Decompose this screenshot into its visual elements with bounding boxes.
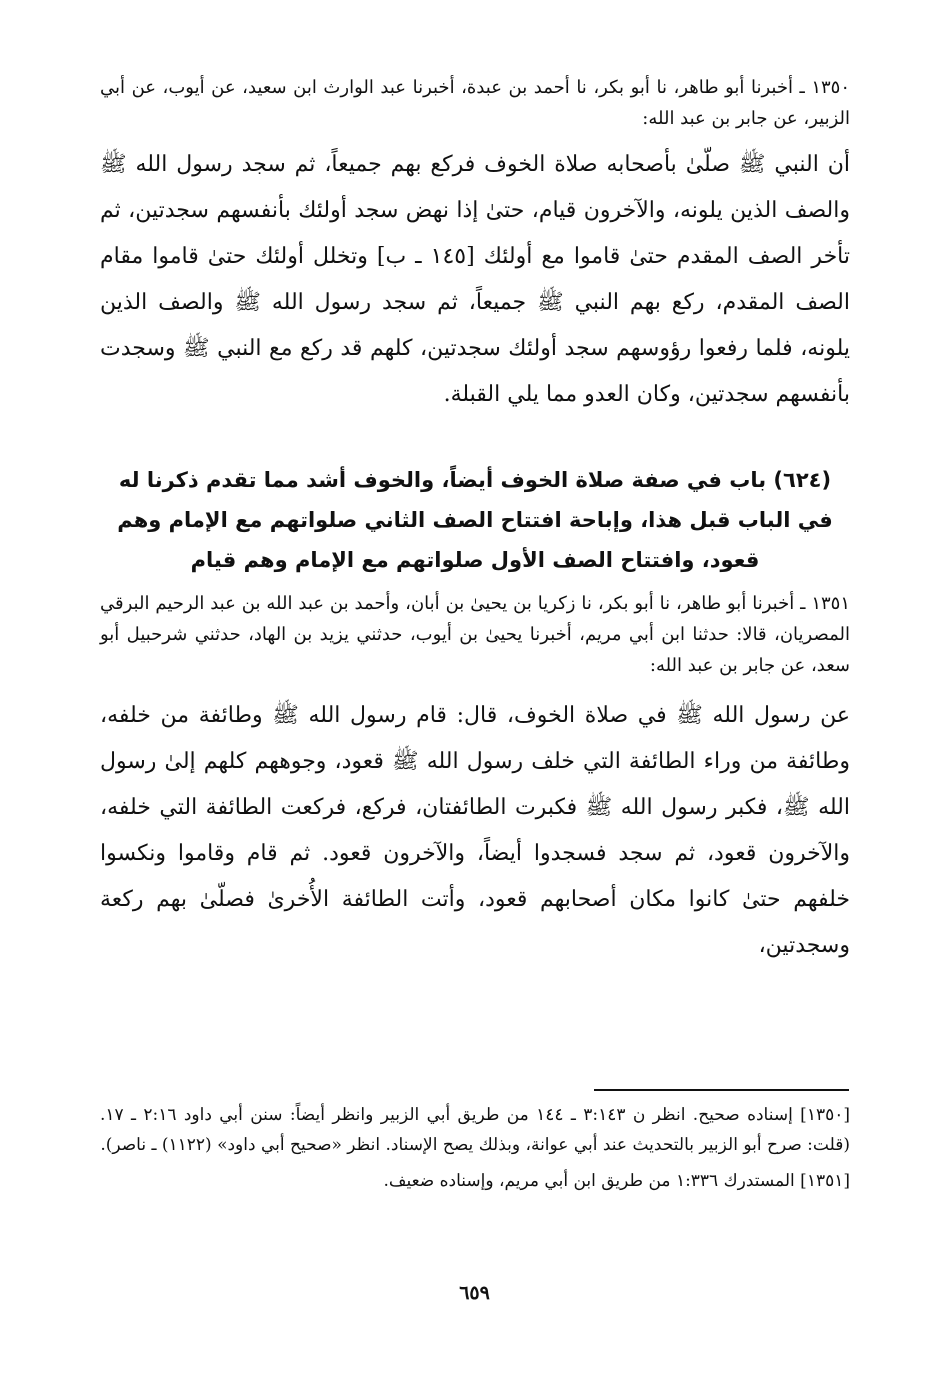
page-body [100, 72, 850, 969]
footnote-separator [594, 1089, 849, 1091]
hadith-1350-isnad: ١٣٥٠ ـ أخبرنا أبو طاهر، نا أبو بكر، نا أحمد بن عبدة، أخبرنا عبد الوارث ابن سعيد، عن أيوب، عن أبي الزبير، عن جابر بن عبد الله: [100, 77, 850, 129]
footnote-1350: [١٣٥٠] إسناده صحيح. انظر ن ٣:١٤٣ ـ ١٤٤ من طريق أبي الزبير وانظر أيضاً: سنن أبي داود ٢:١٦ ـ ١٧. (قلت: صرح أبو الزبير بالتحديث عند أبي عوانة، وبذلك يصح الإسناد. انظر «صحيح أبي داود» (١١٢٢) ـ ناصر). [100, 1105, 850, 1155]
hadith-1351-matn: عن رسول الله ﷺ في صلاة الخوف، قال: قام رسول الله ﷺ وطائفة من خلفه، وطائفة من وراء الطائفة التي خلف رسول الله ﷺ قعود، وجوههم كلهم إلىٰ رسول الله ﷺ، فكبر رسول الله ﷺ فكبرت الطائفتان، فركع، فركعت الطائفة التي خلفه، والآخرون قعود، ثم سجد فسجدوا أيضاً، والآخرون قعود. ثم قام وقاموا ونكسوا خلفهم حتىٰ كانوا مكان أصحابهم قعود، وأتت الطائفة الأُخرىٰ فصلّىٰ بهم ركعة وسجدتين، [100, 703, 851, 958]
footnote-1351: [١٣٥١] المستدرك ١:٣٣٦ من طريق ابن أبي مريم، وإسناده ضعيف. [383, 1171, 850, 1191]
hadith-1351-isnad: ١٣٥١ ـ أخبرنا أبو طاهر، نا أبو بكر، نا زكريا بن يحيىٰ بن أبان، وأحمد بن عبد الله بن عبد الرحيم البرقي المصريان، قالا: حدثنا ابن أبي مريم، أخبرنا يحيىٰ بن أيوب، حدثني يزيد بن الهاد، حدثني شرحبيل أبو سعد، عن جابر بن عبد الله: [100, 593, 850, 676]
footnotes [100, 1100, 850, 1196]
page-number: ٦٥٩ [459, 1282, 490, 1304]
hadith-1350-matn: أن النبي ﷺ صلّىٰ بأصحابه صلاة الخوف فركع بهم جميعاً، ثم سجد رسول الله ﷺ والصف الذين يلونه، والآخرون قيام، حتىٰ إذا نهض سجد أولئك بأنفسهم سجدتين، ثم تأخر الصف المقدم حتىٰ قاموا مع أولئك [١٤٥ ـ ب] وتخلل أولئك حتىٰ قاموا مقام الصف المقدم، ركع بهم النبي ﷺ جميعاً، ثم سجد رسول الله ﷺ والصف الذين يلونه، فلما رفعوا رؤوسهم سجد أولئك سجدتين، كلهم قد ركع مع النبي ﷺ وسجدت بأنفسهم سجدتين، وكان العدو مما يلي القبلة. [100, 152, 850, 407]
chapter-heading: (٦٢٤) باب في صفة صلاة الخوف أيضاً، والخوف أشد مما تقدم ذكرنا له في الباب قبل هذا، وإباحة افتتاح الصف الثاني صلواتهم مع الإمام وهم قعود، وافتتاح الصف الأول صلواتهم مع الإمام وهم قيام [117, 468, 833, 572]
